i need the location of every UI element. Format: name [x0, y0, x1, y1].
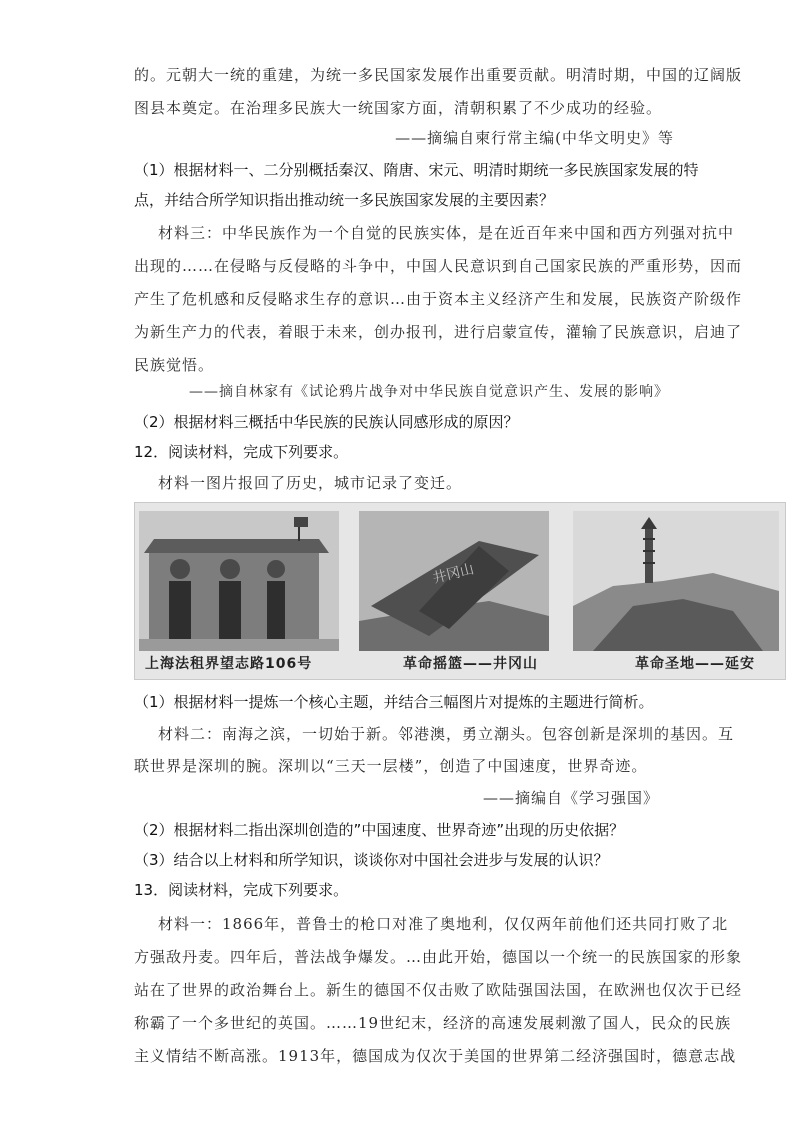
material-1-intro: 材料一图片报回了历史，城市记录了变迁。 [158, 474, 463, 492]
question-12-3: （3）结合以上材料和所学知识，谈谈你对中国社会进步与发展的认识？ [134, 851, 609, 869]
material-2-line: 材料二：南海之滨，一切始于新。邻港澳，勇立潮头。包容创新是深圳的基因。互 [158, 725, 735, 743]
photo-caption: 上海法租界望志路106号 [145, 656, 313, 672]
photo-jinggangshan-monument [359, 511, 549, 651]
question-12-2: （2）根据材料二指出深圳创造的”中国速度、世界奇迹”出现的历史依据？ [134, 821, 625, 839]
question-12-1: （1）根据材料一提炼一个核心主题，并结合三幅图片对提炼的主题进行简析。 [134, 693, 654, 711]
photo-shanghai-building [139, 511, 339, 651]
question-11-1-line: （1）根据材料一、二分别概括秦汉、隋唐、宋元、明清时期统一多民族国家发展的特 [134, 161, 699, 179]
material-text-line: 的。元朝大一统的重建，为统一多民国家发展作出重要贡献。明清时期，中国的辽阔版 [134, 66, 743, 84]
photo-caption: 革命摇篮——井冈山 [403, 656, 538, 672]
question-11-1-line: 点，并结合所学知识指出推动统一多民族国家发展的主要因素？ [134, 191, 555, 209]
material-text-line: 图县本奠定。在治理多民族大一统国家方面，清朝积累了不少成功的经验。 [134, 99, 663, 117]
material-1-line: 主义情结不断高涨。1913年，德国成为仅次于美国的世界第二经济强国时，德意志战 [134, 1047, 737, 1065]
photo-strip [134, 502, 786, 680]
material-1-line: 方强敌丹麦。四年后，普法战争爆发。…由此开始，德国以一个统一的民族国家的形象 [134, 948, 743, 966]
material-source: ——摘编自《学习强国》 [482, 789, 659, 807]
question-11-2: （2）根据材料三概括中华民族的民族认同感形成的原因？ [134, 413, 519, 431]
material-3-line: 材料三：中华民族作为一个自觉的民族实体，是在近百年来中国和西方列强对抗中 [158, 224, 735, 242]
question-13-heading: 13．阅读材料，完成下列要求。 [134, 881, 349, 899]
question-12-heading: 12．阅读材料，完成下列要求。 [134, 443, 349, 461]
material-3-line: 产生了危机感和反侵略求生存的意识…由于资本主义经济产生和发展，民族资产阶级作 [134, 290, 743, 308]
material-3-line: 出现的……在侵略与反侵略的斗争中，中国人民意识到自己国家民族的严重形势，因而 [134, 257, 743, 275]
material-source: ——摘编自柬行常主编(中华文明史》等 [395, 129, 674, 147]
monument-inscription: 井冈山 [431, 561, 476, 587]
photo-yanan-pagoda [573, 511, 779, 651]
material-1-line: 称霸了一个多世纪的英国。……19世纪末，经济的高速发展刺激了国人，民众的民族 [134, 1014, 732, 1032]
material-3-line: 为新生产力的代表，着眼于未来，创办报刊，进行启蒙宣传，灌输了民族意识，启迪了 [134, 323, 743, 341]
material-1-line: 材料一：1866年，普鲁士的枪口对准了奥地利，仅仅两年前他们还共同打败了北 [158, 915, 729, 933]
material-2-line: 联世界是深圳的腕。深圳以“三天一层楼”，创造了中国速度，世界奇迹。 [134, 757, 648, 775]
material-source: ——摘自林家有《试论鸦片战争对中华民族自觉意识产生、发展的影响》 [189, 384, 669, 400]
material-3-line: 民族觉悟。 [134, 356, 215, 374]
photo-caption: 革命圣地——延安 [635, 656, 755, 672]
material-1-line: 站在了世界的政治舞台上。新生的德国不仅击败了欧陆强国法国，在欧洲也仅次于已经 [134, 981, 743, 999]
